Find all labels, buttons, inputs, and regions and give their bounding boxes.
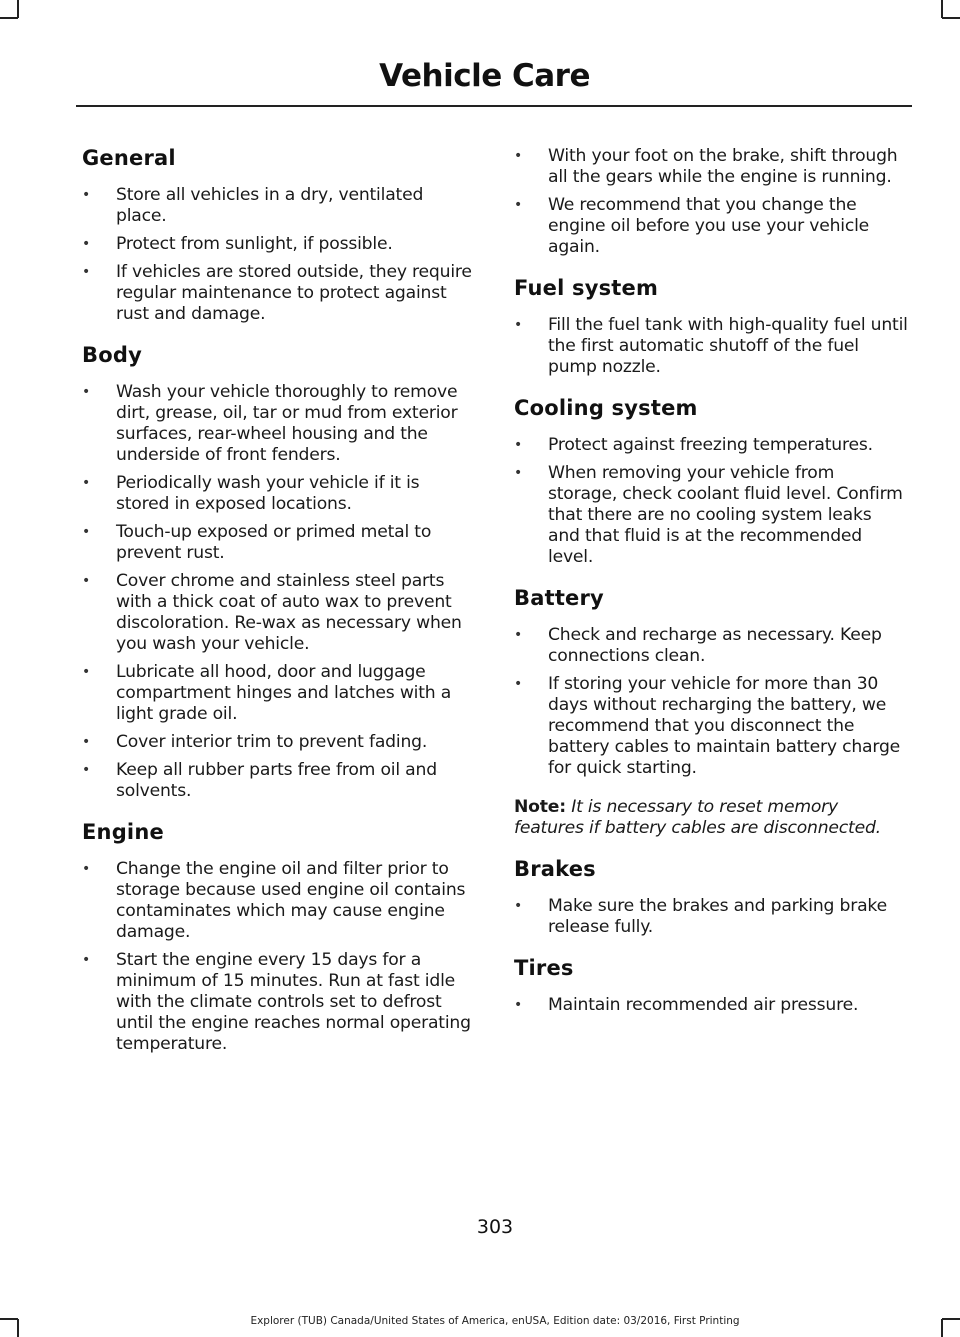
list-item: • Protect against freezing temperatures.: [514, 435, 908, 456]
list-item: • Change the engine oil and filter prior to storage because used engine oil contains contaminates which may cause engine damage.: [82, 859, 476, 943]
list-item: • Start the engine every 15 days for a minimum of 15 minutes. Run at fast idle with the climate controls set to defrost until the engine reaches normal operating temperature.: [82, 950, 476, 1055]
section-heading-cooling-system: Cooling system: [514, 396, 698, 420]
section-heading-fuel-system: Fuel system: [514, 276, 659, 300]
page-title: Vehicle Care: [379, 58, 590, 94]
note-label: Note:: [514, 797, 566, 817]
crop-mark-top-right-h: [942, 17, 960, 19]
header-rule: [76, 105, 912, 107]
section-brakes: [514, 857, 908, 938]
footer-edition-info: Explorer (TUB) Canada/United States of America, enUSA, Edition date: 03/2016, First Printing: [250, 1315, 740, 1327]
section-heading-battery: Battery: [514, 586, 604, 610]
battery-note: [514, 797, 908, 839]
fuel-system-list: [514, 315, 908, 378]
section-body: [82, 343, 476, 802]
crop-mark-top-left-h: [0, 17, 18, 19]
battery-list: [514, 625, 908, 779]
general-list: [82, 185, 476, 325]
list-item: • If storing your vehicle for more than 30 days without recharging the battery, we recommend that you disconnect the battery cables to maintain battery charge for quick starting.: [514, 674, 908, 779]
section-heading-tires: Tires: [514, 956, 574, 980]
list-item: • If vehicles are stored outside, they require regular maintenance to protect against rust and damage.: [82, 262, 476, 325]
crop-mark-top-left-v: [17, 0, 19, 18]
list-item: • Protect from sunlight, if possible.: [82, 234, 476, 255]
list-item: • Make sure the brakes and parking brake release fully.: [514, 896, 908, 938]
list-item: • Lubricate all hood, door and luggage compartment hinges and latches with a light grade oil.: [82, 662, 476, 725]
list-item: • Periodically wash your vehicle if it is stored in exposed locations.: [82, 473, 476, 515]
brakes-list: [514, 896, 908, 938]
section-heading-brakes: Brakes: [514, 857, 596, 881]
list-item: • Store all vehicles in a dry, ventilated place.: [82, 185, 476, 227]
section-cooling-system: [514, 396, 908, 568]
crop-mark-top-right-v: [941, 0, 943, 18]
section-general: [82, 146, 476, 325]
list-item: • Fill the fuel tank with high-quality fuel until the first automatic shutoff of the fuel pump nozzle.: [514, 315, 908, 378]
list-item: • Keep all rubber parts free from oil and solvents.: [82, 760, 476, 802]
engine-list: [82, 859, 476, 1055]
cooling-system-list: [514, 435, 908, 568]
list-item: • Maintain recommended air pressure.: [514, 995, 908, 1016]
tires-list: [514, 995, 908, 1016]
list-item: • Cover chrome and stainless steel parts with a thick coat of auto wax to prevent discoloration. Re-wax as necessary when you wash your vehicle.: [82, 571, 476, 655]
list-item: • Check and recharge as necessary. Keep connections clean.: [514, 625, 908, 667]
section-engine: [82, 820, 476, 1055]
list-item: • When removing your vehicle from storage, check coolant fluid level. Confirm that there are no cooling system leaks and that fluid is at the recommended level.: [514, 463, 908, 568]
section-heading-general: General: [82, 146, 176, 170]
engine-list-continued: [514, 146, 908, 258]
section-heading-engine: Engine: [82, 820, 164, 844]
note-text: It is necessary to reset memory features if battery cables are disconnected.: [514, 797, 881, 838]
section-heading-body: Body: [82, 343, 142, 367]
list-item: • Touch-up exposed or primed metal to prevent rust.: [82, 522, 476, 564]
list-item: • We recommend that you change the engine oil before you use your vehicle again.: [514, 195, 908, 258]
list-item: • Cover interior trim to prevent fading.: [82, 732, 476, 753]
section-fuel-system: [514, 276, 908, 378]
section-battery: [514, 586, 908, 839]
list-item: • With your foot on the brake, shift through all the gears while the engine is running.: [514, 146, 908, 188]
right-column: [514, 146, 908, 1034]
section-tires: [514, 956, 908, 1016]
left-column: [82, 146, 476, 1073]
page-number: 303: [476, 1216, 514, 1238]
body-list: [82, 382, 476, 802]
list-item: • Wash your vehicle thoroughly to remove dirt, grease, oil, tar or mud from exterior surfaces, rear-wheel housing and the underside of front fenders.: [82, 382, 476, 466]
